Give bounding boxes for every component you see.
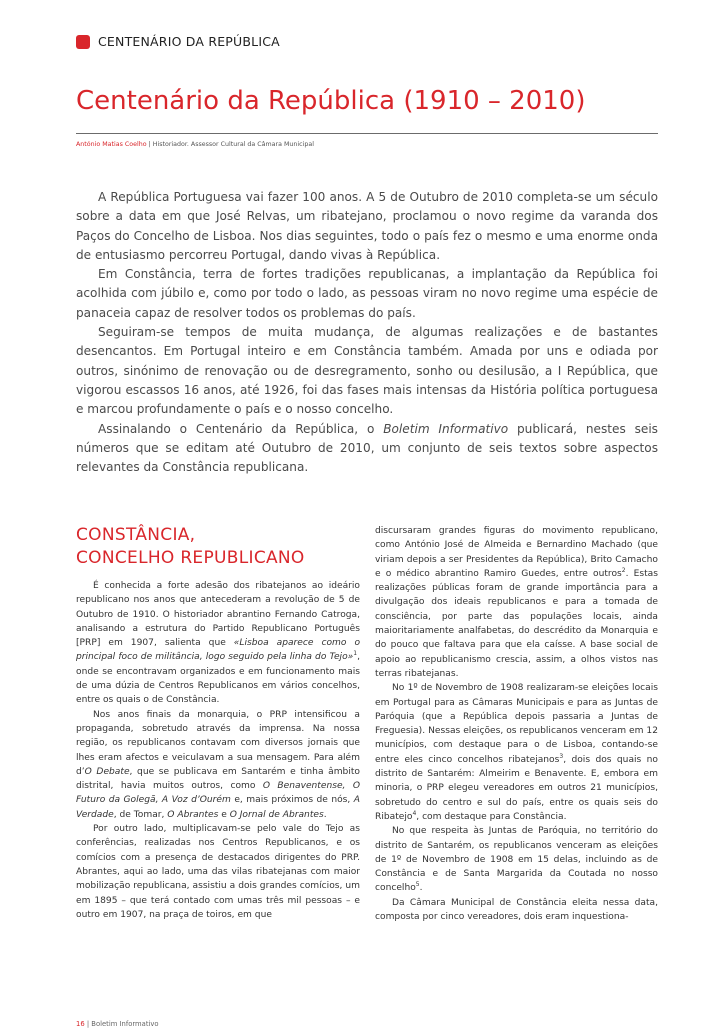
- section-subheading: [76, 524, 360, 570]
- text-run: .: [419, 883, 423, 894]
- byline-role: Historiador. Assessor Cultural da Câmara Municipal: [152, 141, 314, 148]
- newspaper-title: O Abrantes: [167, 809, 219, 820]
- text-run: , de Tomar,: [113, 809, 168, 820]
- right-body: [375, 524, 658, 924]
- title-divider: [76, 133, 658, 134]
- text-run: É conhecida a forte adesão dos ribatejanos ao ideário republicano nos anos que antecederam a revolução de 5 de Outubro de 1910. O historiador abrantino Fernando Catroga, analisando a estrutura do Partido Republicano Português [PRP] em 1907, salienta que: [76, 581, 360, 649]
- text-run: publicará, nestes seis números que se editam até Outubro de 2010, um conjunto de seis textos sobre aspectos relevantes da Constância republicana.: [76, 421, 658, 475]
- text-run: , dois dos quais no distrito de Santarém: Almeirim e Benavente. E, embora em minoria, o PRP elegeu vereadores em outros 21 municípios, sobretudo do centro e sul do país, entre os quais seis do Ribatejo: [375, 754, 658, 822]
- section-label-text: CENTENÁRIO DA REPÚBLICA: [98, 34, 280, 49]
- section-label: [76, 34, 280, 49]
- intro-block: [76, 188, 658, 477]
- body-paragraph: [375, 681, 658, 824]
- text-run: e: [218, 809, 230, 820]
- text-run: , com destaque para Constância.: [416, 811, 567, 822]
- footnote-ref: 5: [415, 881, 420, 889]
- subheading-line: CONSTÂNCIA,: [76, 525, 196, 545]
- newspaper-title: O Debate: [84, 766, 130, 777]
- footnote-ref: 3: [559, 752, 564, 760]
- byline-author: António Matias Coelho: [76, 141, 147, 148]
- text-run: No que respeita às Juntas de Paróquia, no território do distrito de Santarém, os republicanos venceram as eleições de 1º de Novembro de 1908 em 15 delas, incluindo as de Constância e de Santa Margarida da Coutada no nosso concelho: [375, 826, 658, 894]
- footnote-ref: 2: [621, 566, 626, 574]
- footnote-ref: 1: [353, 650, 358, 658]
- body-paragraph: [76, 708, 360, 822]
- text-run: . Estas realizações públicas foram de grande importância para a divulgação dos ideais republicanos e para a tomada de consciência, por parte das populações locais, ainda maioritariamente analfabetas, do descrédito da Monarquia e do pouco que faltava para que ela caísse. A base social de apoio ao republicanismo crescia, assim, a olhos vistos nas terras ribatejanas.: [375, 568, 658, 679]
- byline: [76, 141, 314, 148]
- article-title: Centenário da República (1910 – 2010): [76, 86, 586, 116]
- body-paragraph: Da Câmara Municipal de Constância eleita nessa data, composta por cinco vereadores, dois eram inquestiona-: [375, 897, 658, 923]
- right-column: [375, 524, 658, 924]
- left-column: [76, 524, 360, 922]
- page-footer: [76, 1020, 159, 1028]
- byline-separator: |: [148, 141, 153, 148]
- footnote-ref: 4: [412, 809, 417, 817]
- text-run: discursaram grandes figuras do movimento republicano, como António José de Almeida e Bernardino Machado (que viriam depois a ser Presidentes da República), Brito Camacho e o médico abrantino Ramiro Guedes, entre outros: [375, 526, 658, 579]
- section-marker-icon: [76, 35, 90, 49]
- body-paragraph: Por outro lado, multiplicavam-se pelo vale do Tejo as conferências, realizadas nos Centros Republicanos, e os comícios com a presença de destacados dirigentes do PRP. Abrantes, aqui ao lado, uma das vilas ribatejanas com maior mobilização republicana, assistiu a dois grandes comícios, um em 1895 – que terá contado com umas três mil pessoas – e outro em 1907, na praça de toiros, em que: [76, 824, 360, 920]
- body-paragraph: [76, 579, 360, 708]
- intro-paragraph: A República Portuguesa vai fazer 100 anos. A 5 de Outubro de 2010 completa-se um século sobre a data em que José Relvas, um ribatejano, proclamou o novo regime da varanda dos Paços do Concelho de Lisboa. Nos dias seguintes, todo o país fez o mesmo e uma enorme onda de entusiasmo percorreu Portugal, dando vivas à República.: [76, 190, 658, 262]
- body-paragraph: [375, 824, 658, 895]
- intro-paragraph: [76, 420, 658, 478]
- text-run: e, mais próximos de nós,: [230, 795, 354, 806]
- intro-paragraph: Seguiram-se tempos de muita mudança, de algumas realizações e de bastantes desencantos. Em Portugal inteiro e em Constância também. Amada por uns e odiada por outros, sinónimo de renovação ou de desregramento, sonho ou desilusão, a I República, que vigorou escassos 16 anos, até 1926, foi das fases mais intensas da História política portuguesa e marcou profundamente o país e o nosso concelho.: [76, 325, 658, 417]
- text-run: Nos anos finais da monarquia, o PRP intensificou a propaganda, sobretudo através da imprensa. Na nossa região, os republicanos contavam com diversos jornais que lhes eram afectos e veiculavam a sua mensagem. Para além d’: [76, 709, 360, 777]
- text-run: .: [323, 809, 327, 820]
- quotation: «Lisboa aparece como o principal foco de militância, logo seguido pela linha do Tejo»: [76, 638, 361, 663]
- intro-paragraph: Em Constância, terra de fortes tradições republicanas, a implantação da República foi acolhida com júbilo e, como por todo o lado, as pessoas viram no novo regime uma espécie de panaceia capaz de resolver todos os problemas do país.: [76, 267, 658, 320]
- text-run: , que se publicava em Santarém e tinha âmbito distrital, havia muitos outros, como: [76, 766, 360, 792]
- subheading-line: CONCELHO REPUBLICANO: [76, 548, 305, 568]
- page-number: 16: [76, 1020, 85, 1028]
- publication-title: Boletim Informativo: [383, 421, 509, 436]
- text-run: , onde se encontravam organizados e em funcionamento mais de uma dúzia de Centros Republicanos em vários concelhos, entre os quais o de Constância.: [76, 652, 360, 706]
- newspaper-title: O Jornal de Abrantes: [229, 809, 324, 820]
- publication-name: Boletim Informativo: [91, 1020, 159, 1028]
- text-run: No 1º de Novembro de 1908 realizaram-se eleições locais em Portugal para as Câmaras Municipais e para as Juntas de Paróquia (que a República depois passaria a Juntas de Freguesia). Nessas eleições, os republicanos venceram em 12 municípios, com destaque para o de Lisboa, contando-se entre eles cinco concelhos ribatejanos: [375, 683, 658, 765]
- newspaper-title: O Benaventense, O Futuro da Golegã, A Voz d’Ourém: [76, 781, 361, 806]
- body-paragraph: [375, 524, 658, 681]
- newspaper-title: A Verdade: [76, 795, 361, 820]
- left-body: [76, 579, 360, 922]
- footer-separator: |: [86, 1020, 92, 1028]
- text-run: Assinalando o Centenário da República, o: [98, 421, 384, 436]
